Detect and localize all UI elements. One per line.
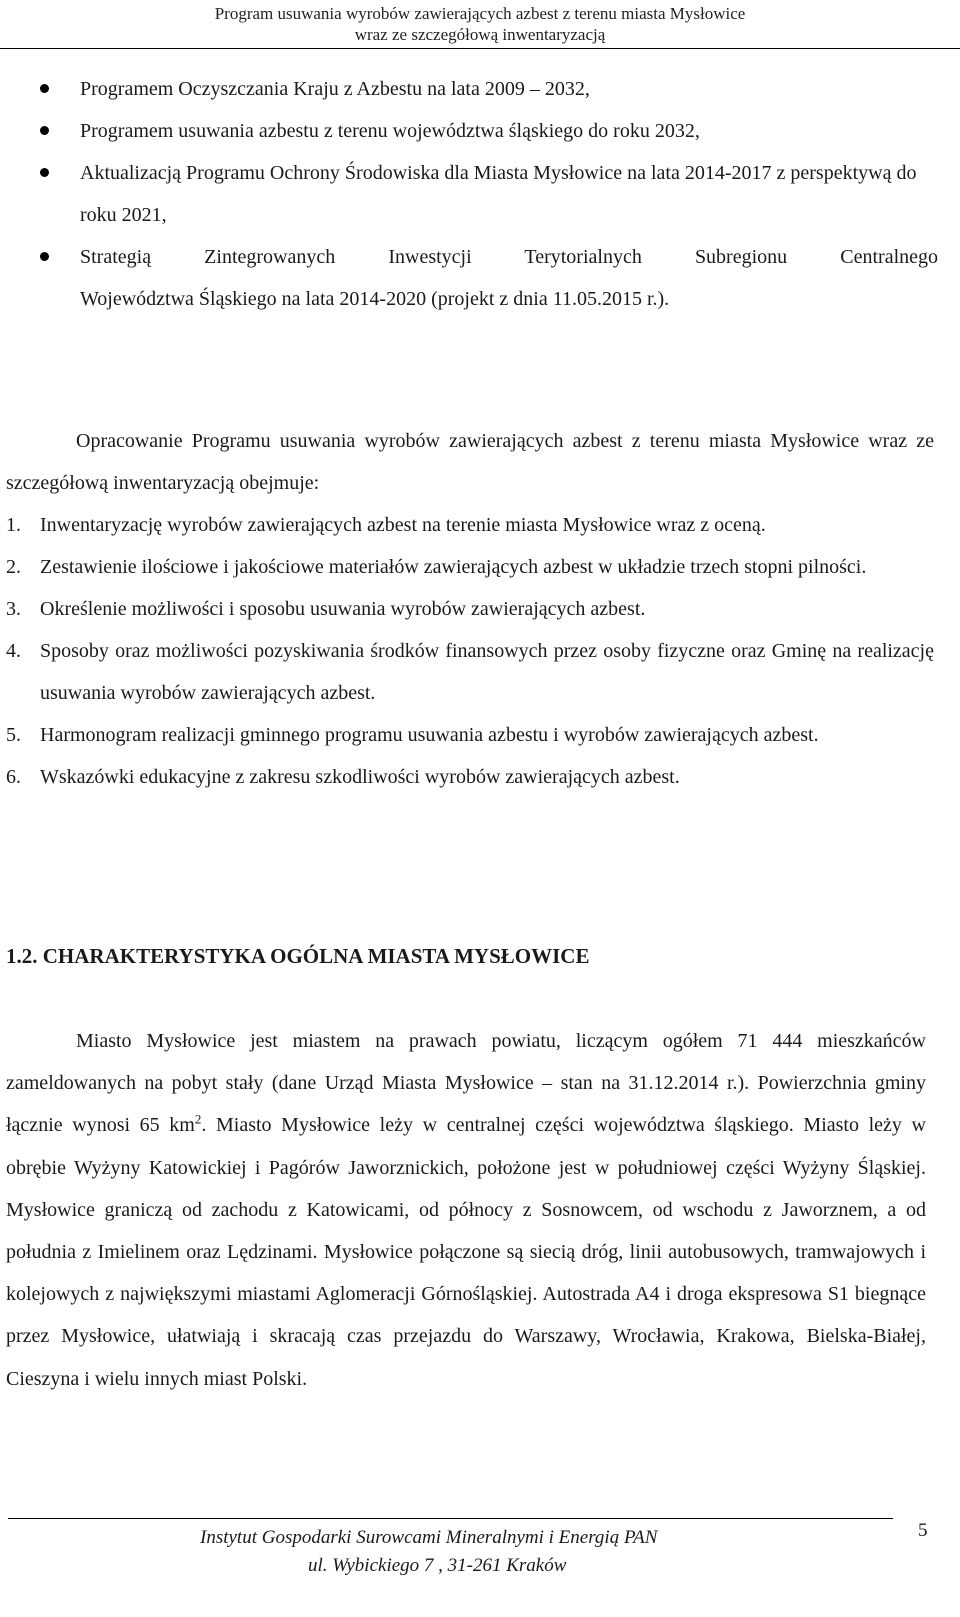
paragraph-text-part2: . Miasto Mysłowice leży w centralnej części województwa śląskiego. Miasto leży w obrębie Wyżyny Katowickiej i Pagórów Jaworznickich, położone jest w południowej części Wyżyny Śląskiej. Mysłowice graniczą od zachodu z Katowicami, od północy z Sosnowcem, od wschodu z Jaworznem, a od południa z Imielinem oraz Lędzinami. Mysłowice połączone są siecią dróg, linii autobusowych, tramwajowych i kolejowych z największymi miastami Aglomeracji Górnośląskiej. Autostrada A4 i droga ekspresowa S1 biegnące przez Mysłowice, ułatwiają i skracają czas przejazdu do Warszawy, Wrocławia, Krakowa, Bielska-Białej, Cieszyna i wielu innych miast Polski. — [6, 1114, 926, 1390]
list-item-text: Aktualizacją Programu Ochrony Środowiska dla Miasta Mysłowice na lata 2014-2017 z perspektywą do roku 2021, — [80, 162, 917, 226]
list-number: 3. — [6, 598, 21, 620]
header-title-line1: Program usuwania wyrobów zawierających azbest z terenu miasta Mysłowice — [214, 4, 746, 23]
section-heading: 1.2. CHARAKTERYSTYKA OGÓLNA MIASTA MYSŁOWICE — [6, 944, 590, 968]
footer-divider — [8, 1518, 893, 1519]
running-header — [0, 0, 960, 49]
list-item — [6, 630, 934, 714]
list-item-text: Zestawienie ilościowe i jakościowe materiałów zawierających azbest w układzie trzech stopni pilności. — [40, 556, 867, 578]
footer-text — [200, 1524, 657, 1580]
list-number: 1. — [6, 514, 21, 536]
page-number: 5 — [918, 1520, 928, 1541]
city-description-paragraph — [6, 1020, 926, 1400]
list-item-text: Określenie możliwości i sposobu usuwania wyrobów zawierających azbest. — [40, 598, 646, 620]
list-item — [6, 714, 934, 756]
list-number: 6. — [6, 766, 21, 788]
list-item-text: Programem usuwania azbestu z terenu województwa śląskiego do roku 2032, — [80, 120, 700, 142]
list-item-text-line1: Strategią Zintegrowanych Inwestycji Terytorialnych Subregionu Centralnego — [80, 246, 938, 268]
list-number: 2. — [6, 556, 21, 578]
page-footer — [0, 1510, 960, 1617]
list-item — [6, 588, 934, 630]
list-item-text: Programem Oczyszczania Kraju z Azbestu na lata 2009 – 2032, — [80, 78, 590, 100]
scope-intro: Opracowanie Programu usuwania wyrobów zawierających azbest z terenu miasta Mysłowice wraz ze szczegółową inwentaryzacją obejmuje: — [6, 430, 934, 494]
program-scope — [6, 420, 934, 798]
list-item — [0, 152, 960, 236]
list-item-text: Harmonogram realizacji gminnego programu usuwania azbestu i wyrobów zawierających azbest. — [40, 724, 819, 746]
list-number: 5. — [6, 724, 21, 746]
paragraph-text-part1: Miasto Mysłowice jest miastem na prawach powiatu, liczącym ogółem 71 444 mieszkańców zameldowanych na pobyt stały (dane Urząd Miasta Mysłowice – stan na 31.12.2014 r.). Powierzchnia gminy łącznie wynosi 65 km — [6, 1030, 926, 1137]
list-item — [0, 236, 960, 320]
related-documents-list — [0, 68, 960, 320]
list-item-text: Wskazówki edukacyjne z zakresu szkodliwości wyrobów zawierających azbest. — [40, 766, 680, 788]
bullet-icon — [40, 168, 49, 177]
list-item-text: Sposoby oraz możliwości pozyskiwania środków finansowych przez osoby fizyczne oraz Gminę na realizację usuwania wyrobów zawierających azbest. — [40, 640, 934, 704]
footer-address: ul. Wybickiego 7 , 31-261 Kraków — [308, 1555, 567, 1576]
list-item-text: Inwentaryzację wyrobów zawierających azbest na terenie miasta Mysłowice wraz z oceną. — [40, 514, 766, 536]
footer-institution: Instytut Gospodarki Surowcami Mineralnymi i Energią PAN — [200, 1527, 658, 1548]
list-item-text-line2: Województwa Śląskiego na lata 2014-2020 (projekt z dnia 11.05.2015 r.). — [80, 288, 670, 310]
list-item — [0, 110, 960, 152]
bullet-icon — [40, 252, 49, 261]
scope-list — [6, 504, 934, 798]
superscript-exponent: 2 — [194, 1111, 202, 1127]
list-item — [6, 504, 934, 546]
bullet-icon — [40, 126, 49, 135]
list-item — [6, 546, 934, 588]
list-item — [6, 756, 934, 798]
list-item — [0, 68, 960, 110]
header-title-line2: wraz ze szczegółową inwentaryzacją — [354, 25, 606, 44]
bullet-icon — [40, 84, 49, 93]
list-number: 4. — [6, 640, 21, 662]
